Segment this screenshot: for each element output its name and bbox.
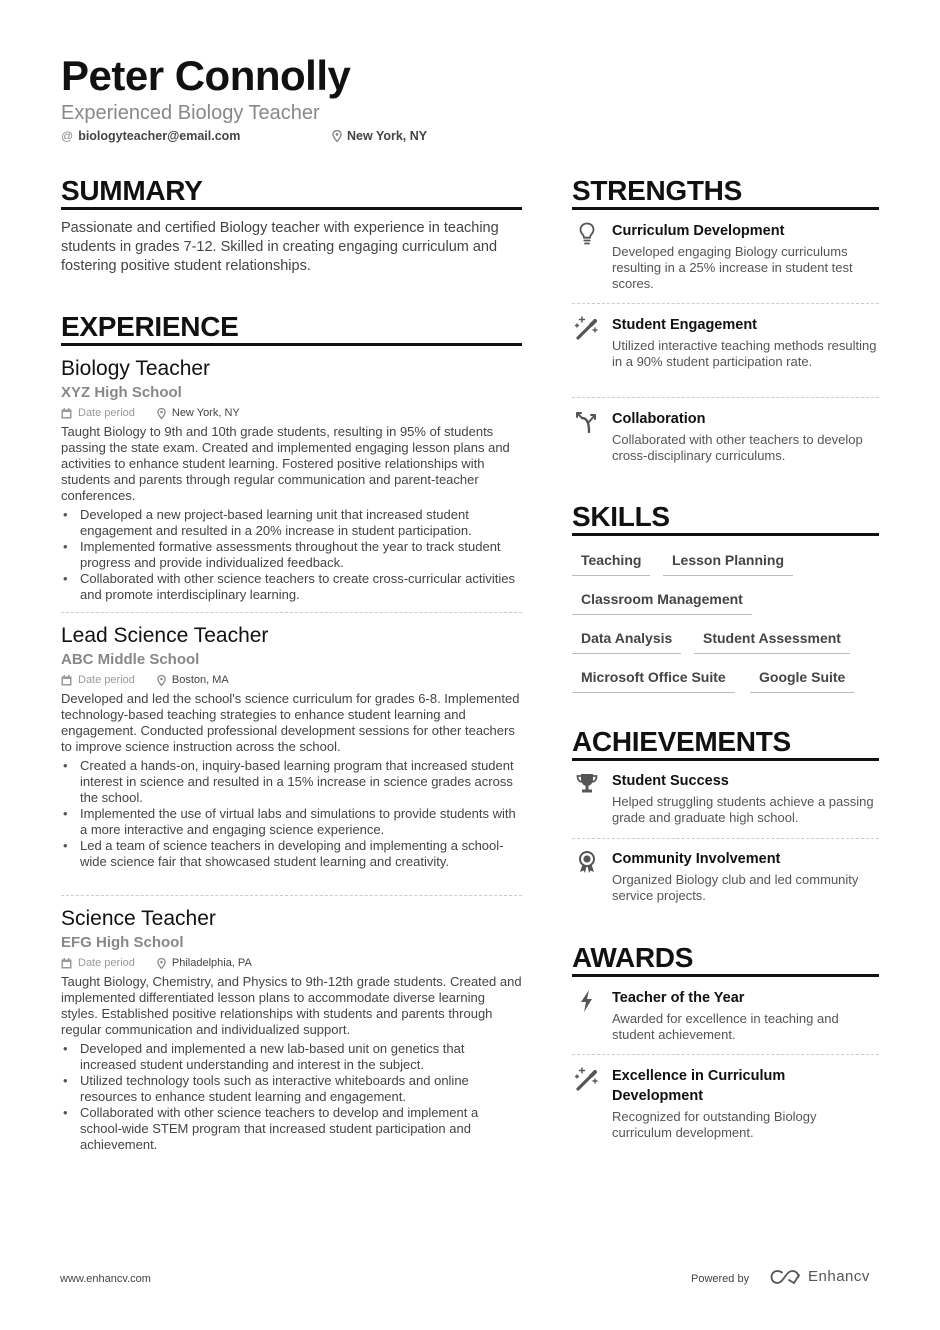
calendar-icon <box>61 675 72 686</box>
job-description: Taught Biology, Chemistry, and Physics to 9th-12th grade students. Created and implemented differentiated lesson plans to accommodate diverse learning styles. Established positive relationships with students and parents through regular communication and individualized support. <box>61 974 522 1037</box>
job-company: XYZ High School <box>61 384 182 401</box>
job-bullet: • Led a team of science teachers in developing and implementing a school-wide science fair that showcased student learning and creativity. <box>61 838 522 870</box>
job-bullet: • Utilized technology tools such as interactive whiteboards and online resources to enhance student learning and engagement. <box>61 1073 522 1105</box>
job-bullet: • Collaborated with other science teachers to develop and implement a school-wide STEM program that increased student participation and achievement. <box>61 1105 522 1153</box>
experience-entry <box>61 906 522 1153</box>
experience-rule <box>61 343 522 346</box>
entry-divider <box>61 895 522 896</box>
handshake-icon <box>574 409 600 435</box>
contact-email[interactable] <box>61 128 240 144</box>
job-date: Date period <box>78 957 135 969</box>
strength-item <box>572 409 879 464</box>
job-bullet: • Created a hands-on, inquiry-based learning program that increased student interest in science and resulted in a 15% increase in science grades across the school. <box>61 758 522 806</box>
skills-heading: SKILLS <box>572 501 670 532</box>
strength-description: Utilized interactive teaching methods resulting in a 90% student participation rate. <box>612 338 877 369</box>
footer-website-link[interactable]: www.enhancv.com <box>60 1273 151 1285</box>
candidate-title: Experienced Biology Teacher <box>61 102 320 124</box>
job-bullet: • Implemented formative assessments throughout the year to track student progress and provide individualized feedback. <box>61 539 522 571</box>
job-location: Boston, MA <box>171 674 229 686</box>
job-company: EFG High School <box>61 934 184 951</box>
contact-location <box>332 128 427 144</box>
strength-description: Collaborated with other teachers to develop cross-disciplinary curriculums. <box>612 432 863 463</box>
location-pin-icon <box>157 958 166 969</box>
awards-heading: AWARDS <box>572 942 694 973</box>
job-description: Taught Biology to 9th and 10th grade students, resulting in 95% of students passing the state exam. Created and implemented engaging lesson plans and activities to enhance student learning. Fostered positive relationships with students and parents through regular communication and parent-teacher conferences. <box>61 424 510 503</box>
skill-tag: Student Assessment <box>694 628 850 654</box>
achievement-title: Student Success <box>612 773 729 789</box>
strength-item <box>572 315 879 370</box>
item-divider <box>572 303 879 304</box>
job-date: Date period <box>78 674 135 686</box>
job-bullets <box>61 1041 522 1153</box>
summary-heading: SUMMARY <box>61 175 203 206</box>
job-title: Lead Science Teacher <box>61 624 269 647</box>
achievement-title: Community Involvement <box>612 851 781 867</box>
item-divider <box>572 397 879 398</box>
job-meta <box>61 405 522 421</box>
job-company: ABC Middle School <box>61 651 200 668</box>
magic-wand-icon <box>574 1066 600 1092</box>
strength-title: Student Engagement <box>612 317 758 333</box>
job-title: Science Teacher <box>61 907 216 930</box>
skill-tag: Teaching <box>572 550 650 576</box>
email-text: biologyteacher@email.com <box>78 129 241 143</box>
job-date: Date period <box>78 407 135 419</box>
achievement-item <box>572 849 879 904</box>
achievement-item <box>572 771 879 826</box>
lightning-icon <box>574 988 600 1014</box>
strength-description: Developed engaging Biology curriculums resulting in a 25% increase in student test scores. <box>612 244 853 291</box>
summary-rule <box>61 207 522 210</box>
lightbulb-icon <box>574 221 600 247</box>
skill-tag: Google Suite <box>750 667 854 693</box>
strength-item <box>572 221 879 292</box>
location-text: New York, NY <box>347 129 428 143</box>
trophy-icon <box>574 771 600 797</box>
job-meta <box>61 672 522 688</box>
skill-tag: Microsoft Office Suite <box>572 667 735 693</box>
award-title: Teacher of the Year <box>612 990 745 1006</box>
entry-divider <box>61 612 522 613</box>
job-bullet: • Developed a new project-based learning unit that increased student engagement and resulted in a 20% increase in student participation. <box>61 507 522 539</box>
enhancv-logo-icon <box>770 1269 802 1285</box>
job-bullets <box>61 507 522 603</box>
strength-title: Collaboration <box>612 411 706 427</box>
strengths-rule <box>572 207 879 210</box>
at-icon: @ <box>61 129 74 143</box>
experience-entry <box>61 356 522 603</box>
medal-icon <box>574 849 600 875</box>
job-bullet: • Developed and implemented a new lab-based unit on genetics that increased student understanding and interest in the subject. <box>61 1041 522 1073</box>
location-pin-icon <box>332 130 342 142</box>
job-meta <box>61 955 522 971</box>
award-description: Recognized for outstanding Biology curriculum development. <box>612 1109 817 1140</box>
experience-heading: EXPERIENCE <box>61 311 239 342</box>
location-pin-icon <box>157 408 166 419</box>
location-pin-icon <box>157 675 166 686</box>
award-description: Awarded for excellence in teaching and student achievement. <box>612 1011 839 1042</box>
job-title: Biology Teacher <box>61 357 211 380</box>
job-bullet: • Implemented the use of virtual labs and simulations to provide students with a more interactive and engaging science experience. <box>61 806 522 838</box>
enhancv-logo[interactable] <box>770 1268 870 1285</box>
skills-rule <box>572 533 879 536</box>
strengths-heading: STRENGTHS <box>572 175 742 206</box>
skill-tag: Lesson Planning <box>663 550 793 576</box>
item-divider <box>572 1054 879 1055</box>
experience-entry <box>61 623 522 870</box>
item-divider <box>572 838 879 839</box>
job-bullets <box>61 758 522 870</box>
strength-title: Curriculum Development <box>612 223 785 239</box>
enhancv-brand-text: Enhancv <box>808 1268 870 1285</box>
job-location: New York, NY <box>171 407 240 419</box>
calendar-icon <box>61 408 72 419</box>
skill-tag: Data Analysis <box>572 628 681 654</box>
job-location: Philadelphia, PA <box>171 957 252 969</box>
job-bullet: • Collaborated with other science teachers to create cross-curricular activities and promote interdisciplinary learning. <box>61 571 522 603</box>
award-item <box>572 1066 879 1141</box>
magic-wand-icon <box>574 315 600 341</box>
achievements-heading: ACHIEVEMENTS <box>572 726 791 757</box>
achievement-description: Helped struggling students achieve a passing grade and graduate high school. <box>612 794 874 825</box>
achievement-description: Organized Biology club and led community service projects. <box>612 872 859 903</box>
skill-tag: Classroom Management <box>572 589 752 615</box>
awards-rule <box>572 974 879 977</box>
footer-powered-by: Powered by <box>691 1273 750 1285</box>
calendar-icon <box>61 958 72 969</box>
award-title: Excellence in Curriculum Development <box>612 1068 786 1104</box>
candidate-name: Peter Connolly <box>61 52 351 99</box>
job-description: Developed and led the school's science curriculum for grades 6-8. Implemented technology-based teaching strategies to enhance student learning and engagement. Conducted professional development sessions for other teachers to improve science instruction across the school. <box>61 691 520 754</box>
summary-text: Passionate and certified Biology teacher with experience in teaching students in grades 7-12. Skilled in creating engaging curriculum and fostering positive student relationships. <box>61 220 499 274</box>
award-item <box>572 988 879 1043</box>
achievements-rule <box>572 758 879 761</box>
